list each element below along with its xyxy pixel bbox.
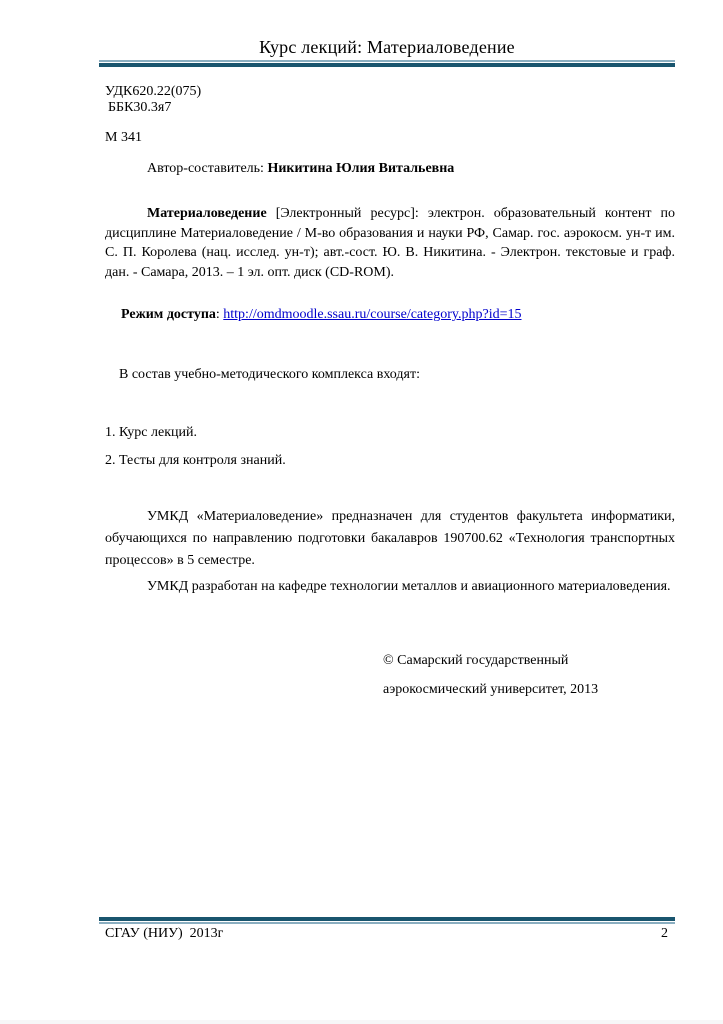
bibliographic-description — [105, 204, 675, 282]
classification-codes — [105, 84, 675, 116]
page-footer — [99, 917, 675, 942]
author-name: Никитина Юлия Витальевна — [267, 161, 455, 176]
header-rule — [99, 60, 675, 67]
footer-organization: СГАУ (НИУ) 2013г — [105, 926, 224, 941]
list-item: 1. Курс лекций. — [105, 425, 197, 440]
footer-rule-light-line — [99, 922, 675, 924]
page-title: Курс лекций: Материаловедение — [259, 37, 515, 57]
access-mode-separator: : — [215, 307, 224, 322]
biblio-description-text: [Электронный ресурс]: электрон. образовательный контент по дисциплине Материаловедение / М-во образования и науки РФ, Самар. гос. аэрокосм. ун-т им. С. П. Королева (нац. исслед. ун-т); авт.-сост. Ю. В. Никитина. - Электрон. текстовые и граф. дан. - Самара, 2013. – 1 эл. опт. диск (CD-ROM). — [105, 206, 675, 280]
footer-row — [99, 925, 675, 942]
copyright-line-2: аэрокосмический университет, 2013 — [383, 682, 599, 697]
footer-page-number: 2 — [661, 926, 668, 941]
list-item: 2. Тесты для контроля знаний. — [105, 453, 286, 468]
udk-code: УДК620.22(075) — [105, 84, 202, 99]
access-mode-line — [121, 306, 675, 324]
access-mode-label: Режим доступа — [121, 307, 216, 322]
umkd-purpose-paragraph: УМКД «Материаловедение» предназначен для студентов факультета информатики, обучающихся по направлению подготовки бакалавров 190700.62 «Технология транспортных процессов» в 5 семестре. — [105, 509, 675, 568]
bbk-code: ББК30.3я7 — [108, 100, 172, 115]
complex-intro: В состав учебно-методического комплекса входят: — [119, 367, 420, 382]
author-line — [147, 160, 675, 178]
biblio-title-bold: Материаловедение — [147, 206, 267, 221]
umkd-department-paragraph: УМКД разработан на кафедре технологии металлов и авиационного материаловедения. — [147, 579, 671, 594]
copyright-block — [383, 652, 675, 699]
copyright-line-1: © Самарский государственный — [383, 653, 569, 668]
footer-rule — [99, 917, 675, 924]
author-label: Автор-составитель: — [147, 161, 268, 176]
bottom-edge-strip — [0, 1020, 723, 1024]
access-url-link[interactable]: http://omdmoodle.ssau.ru/course/category.php?id=15 — [223, 307, 522, 322]
header-rule-dark-line — [99, 63, 675, 67]
m-code: М 341 — [105, 130, 142, 145]
page-content — [99, 0, 675, 699]
